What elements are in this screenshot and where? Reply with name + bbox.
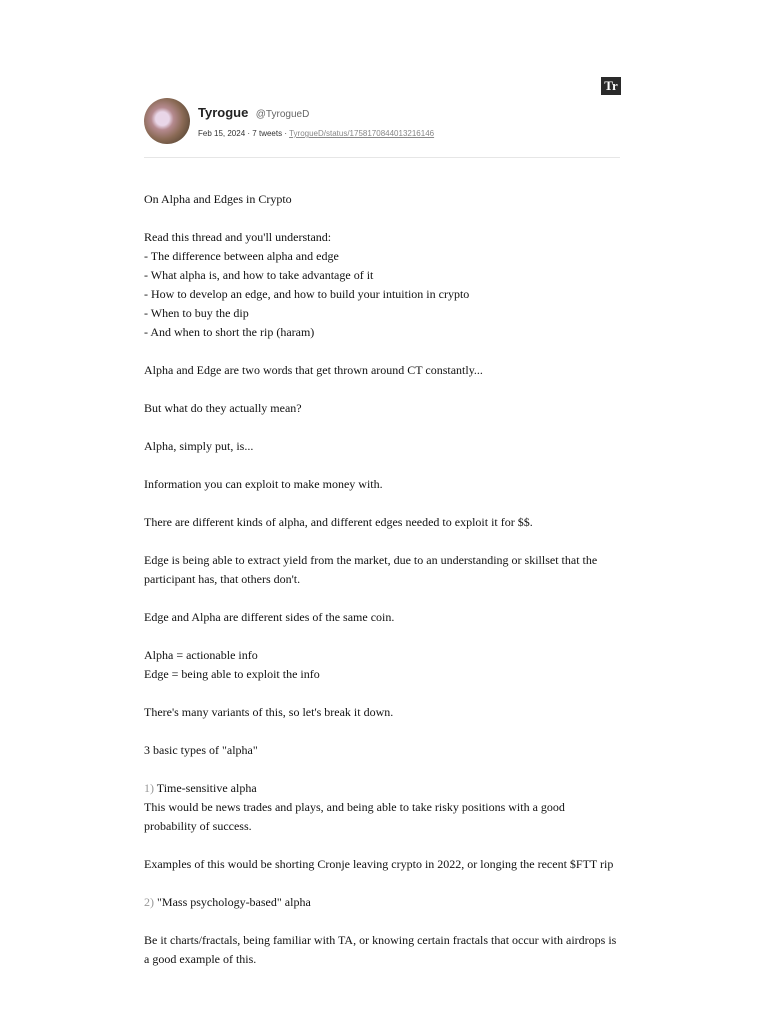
separator: · (247, 129, 251, 138)
section-two (144, 893, 620, 912)
section-body: This would be news trades and plays, and being able to take risky positions with a good probability of success. (144, 800, 565, 833)
author-handle[interactable]: @TyrogueD (255, 109, 310, 120)
thread-title: On Alpha and Edges in Crypto (144, 192, 292, 206)
post-info (198, 129, 434, 138)
alpha-definition: Alpha = actionable info (144, 648, 258, 662)
bullet-item: - When to buy the dip (144, 306, 249, 320)
intro-text: Read this thread and you'll understand: (144, 230, 332, 244)
paragraph: Information you can exploit to make money with. (144, 477, 383, 491)
status-link[interactable]: TyrogueD/status/1758170844013216146 (289, 129, 435, 138)
edge-definition: Edge = being able to exploit the info (144, 667, 320, 681)
paragraph: Be it charts/fractals, being familiar with TA, or knowing certain fractals that occur with airdrops is a good example of this. (144, 933, 617, 966)
tweet-count: 7 tweets (252, 129, 283, 138)
section-one (144, 779, 620, 836)
paragraph: But what do they actually mean? (144, 401, 302, 415)
author-meta (198, 104, 434, 138)
author-name[interactable]: Tyrogue (198, 105, 249, 120)
paragraph: Edge is being able to extract yield from the market, due to an understanding or skillset that the participant has, that others don't. (144, 553, 598, 586)
section-number: 2) (144, 895, 154, 909)
section-number: 1) (144, 781, 154, 795)
avatar[interactable] (144, 98, 190, 144)
paragraph: 3 basic types of "alpha" (144, 743, 258, 757)
thread-content (144, 190, 620, 988)
section-title: Time-sensitive alpha (154, 781, 257, 795)
bullet-item: - How to develop an edge, and how to build your intuition in crypto (144, 287, 470, 301)
name-line (198, 104, 434, 122)
definition-block (144, 646, 620, 684)
translate-button[interactable]: Tr (601, 77, 621, 95)
separator: · (284, 129, 287, 138)
paragraph: There are different kinds of alpha, and different edges needed to exploit it for $$. (144, 515, 533, 529)
paragraph: Alpha, simply put, is... (144, 439, 254, 453)
paragraph: Examples of this would be shorting Cronje leaving crypto in 2022, or longing the recent $FTT rip (144, 857, 614, 871)
paragraph: Edge and Alpha are different sides of the same coin. (144, 610, 395, 624)
bullet-item: - And when to short the rip (haram) (144, 325, 315, 339)
section-title: "Mass psychology-based" alpha (154, 895, 311, 909)
post-date: Feb 15, 2024 (198, 129, 246, 138)
intro-block (144, 228, 620, 342)
bullet-item: - The difference between alpha and edge (144, 249, 339, 263)
divider (144, 157, 620, 158)
paragraph: Alpha and Edge are two words that get thrown around CT constantly... (144, 363, 483, 377)
bullet-item: - What alpha is, and how to take advantage of it (144, 268, 374, 282)
thread-header (144, 98, 620, 144)
paragraph: There's many variants of this, so let's break it down. (144, 705, 394, 719)
